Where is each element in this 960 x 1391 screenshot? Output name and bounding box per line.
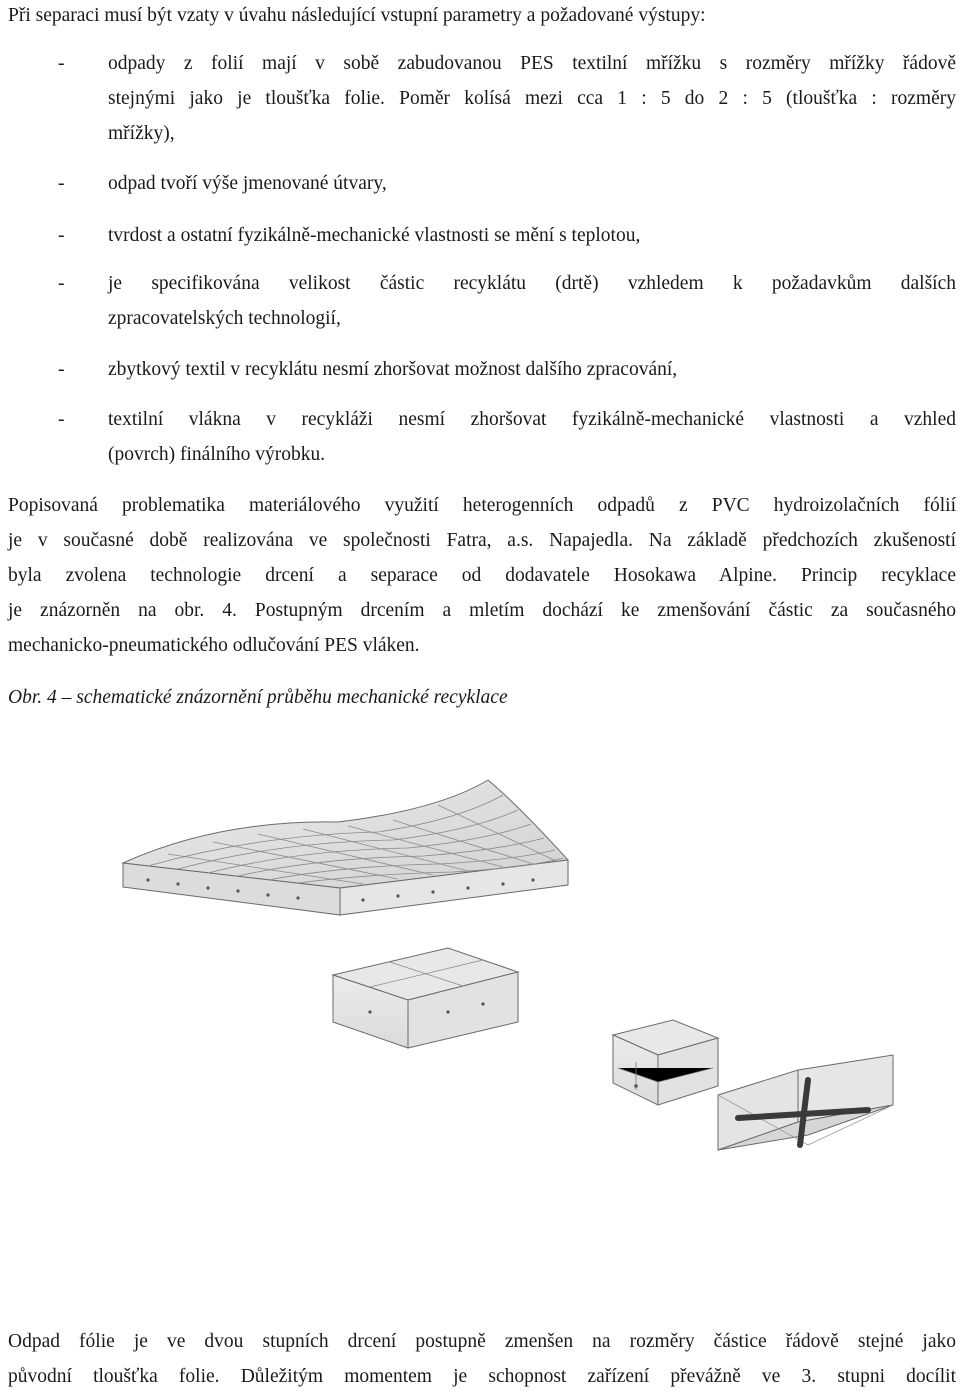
- list-dash: -: [58, 359, 65, 380]
- list-item-line: mřížky),: [108, 123, 175, 144]
- list-dash: -: [58, 409, 65, 430]
- paragraph-line: byla zvolena technologie drcení a separace od dodavatele Hosokawa Alpine. Princip recyklace: [8, 565, 956, 586]
- paragraph-line: Popisovaná problematika materiálového využití heterogenních odpadů z PVC hydroizolačních fólií: [8, 495, 956, 516]
- recycling-schematic-figure: [108, 750, 908, 1310]
- list-item-line: textilní vlákna v recykláži nesmí zhoršovat fyzikálně-mechanické vlastnosti a vzhled: [108, 409, 956, 430]
- list-item-line: je specifikována velikost částic recyklátu (drtě) vzhledem k požadavkům dalších: [108, 273, 956, 294]
- list-item-line: (povrch) finálního výrobku.: [108, 444, 326, 465]
- list-dash: -: [58, 273, 65, 294]
- paragraph-line: je znázorněn na obr. 4. Postupným drcením a mletím dochází ke zmenšování částic za současného: [8, 600, 956, 621]
- list-dash: -: [58, 225, 65, 246]
- paragraph-line: mechanicko-pneumatického odlučování PES vláken.: [8, 635, 420, 656]
- list-dash: -: [58, 173, 65, 194]
- intro-sentence: Při separaci musí být vzaty v úvahu následující vstupní parametry a požadované výstupy:: [8, 5, 706, 26]
- paragraph-line: původní tloušťka folie. Důležitým momentem je schopnost zařízení převážně ve 3. stupni docílit: [8, 1366, 956, 1387]
- list-item-line: stejnými jako je tloušťka folie. Poměr kolísá mezi cca 1 : 5 do 2 : 5 (tloušťka : rozměry: [108, 88, 956, 109]
- paragraph-line: je v současné době realizována ve společnosti Fatra, a.s. Napajedla. Na základě předchozích zkušeností: [8, 530, 956, 551]
- separated-particle-with-fiber: [718, 1055, 893, 1150]
- list-dash: -: [58, 53, 65, 74]
- crushed-piece-small: [613, 1020, 718, 1105]
- list-item-line: zbytkový textil v recyklátu nesmí zhoršovat možnost dalšího zpracování,: [108, 359, 678, 380]
- fiber-end: [634, 1084, 638, 1088]
- list-item-line: tvrdost a ostatní fyzikálně-mechanické vlastnosti se mění s teplotou,: [108, 225, 641, 246]
- paragraph-recycling: [8, 494, 956, 658]
- paragraph-process: [8, 1330, 956, 1389]
- list-item-line: odpady z folií mají v sobě zabudovanou PES textilní mřížku s rozměry mřížky řádově: [108, 53, 956, 74]
- list-item-line: odpad tvoří výše jmenované útvary,: [108, 173, 387, 194]
- list-item-line: zpracovatelských technologií,: [108, 308, 341, 329]
- crushed-piece-medium: [333, 948, 518, 1048]
- waste-sheet-large: [123, 780, 568, 915]
- paragraph-line: Odpad fólie je ve dvou stupních drcení postupně zmenšen na rozměry částice řádově stejné jako: [8, 1331, 956, 1352]
- figure-caption: Obr. 4 – schematické znázornění průběhu mechanické recyklace: [8, 687, 508, 708]
